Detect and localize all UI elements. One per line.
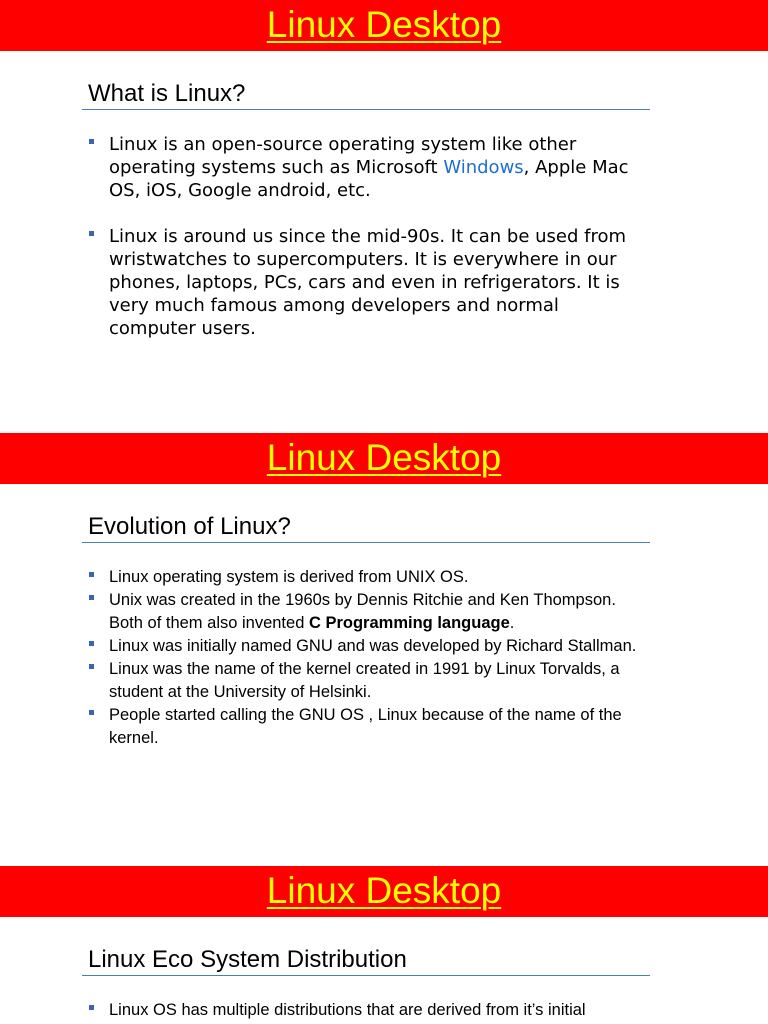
heading-divider xyxy=(82,542,650,543)
bullet-item: Linux OS has multiple distributions that are derived from it’s initial xyxy=(89,999,649,1022)
section-heading: What is Linux? xyxy=(88,80,246,107)
bullet-item xyxy=(89,589,649,635)
slide-title: Linux Desktop xyxy=(266,437,502,478)
bullet-item: Linux was the name of the kernel created in 1991 by Linux Torvalds, a student at the University of Helsinki. xyxy=(89,658,649,704)
slide-1 xyxy=(0,0,768,433)
heading-divider xyxy=(82,109,650,110)
bullet-list xyxy=(89,566,649,750)
slide-title: Linux Desktop xyxy=(266,870,502,911)
section-heading: Linux Eco System Distribution xyxy=(88,946,407,973)
slide-title: Linux Desktop xyxy=(266,4,502,45)
windows-link[interactable]: Windows xyxy=(443,157,524,178)
title-band xyxy=(0,866,768,917)
bullet-item: Linux was initially named GNU and was developed by Richard Stallman. xyxy=(89,635,649,658)
title-band xyxy=(0,433,768,484)
title-band xyxy=(0,0,768,51)
bullet-text: Unix was created in the 1960s by Dennis Ritchie and Ken Thompson. Both of them also invented xyxy=(109,591,616,632)
bullet-item: Linux is around us since the mid-90s. It can be used from wristwatches to supercomputers. It is everywhere in our phones, laptops, PCs, cars and even in refrigerators. It is very much famous among developers and normal computer users. xyxy=(89,225,649,340)
bullet-item xyxy=(89,133,649,202)
bullet-text: . xyxy=(509,614,515,632)
bullet-list xyxy=(89,133,649,363)
heading-divider xyxy=(82,975,650,976)
bullet-list xyxy=(89,999,649,1022)
slide-3 xyxy=(0,866,768,1024)
bullet-item: Linux operating system is derived from UNIX OS. xyxy=(89,566,649,589)
bold-term: C Programming language xyxy=(308,614,510,632)
bullet-text: , Apple Mac OS, iOS, Google android, etc. xyxy=(109,157,629,201)
bullet-item: People started calling the GNU OS , Linux because of the name of the kernel. xyxy=(89,704,649,750)
bullet-text: Linux is an open-source operating system like other operating systems such as Microsoft xyxy=(109,134,577,178)
section-heading: Evolution of Linux? xyxy=(88,513,291,540)
slide-2 xyxy=(0,433,768,866)
